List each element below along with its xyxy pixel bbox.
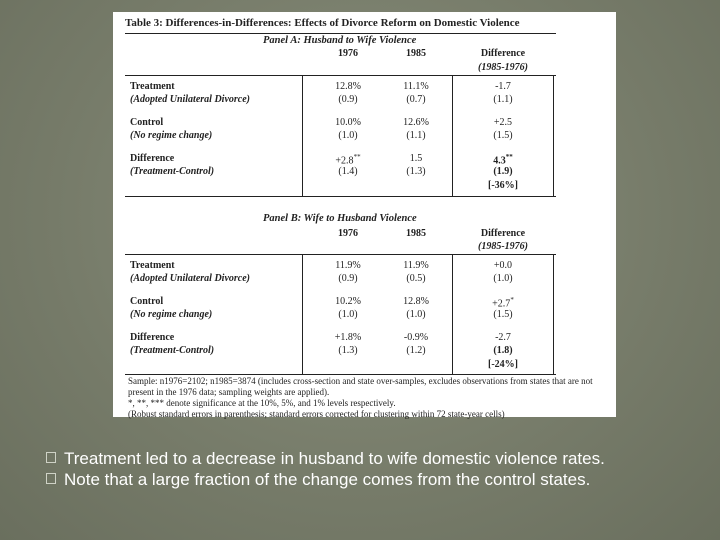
cell-se: (0.9): [338, 273, 358, 284]
panel-b-divider-2: [452, 254, 453, 374]
table-rule: [125, 33, 556, 34]
panel-a-bottom-rule: [125, 196, 556, 197]
notes-sample: Sample: n1976=2102; n1985=3874 (includes cross-section and state over-samples, excludes observations from states that are not: [128, 376, 593, 386]
cell-diff-se: (1.8): [493, 345, 513, 356]
table-title: Table 3: Differences-in-Differences: Effects of Divorce Reform on Domestic Violence: [125, 17, 520, 29]
cell-value: -0.9%: [403, 332, 429, 343]
cell-se: (1.1): [406, 130, 426, 141]
cell-se: (1.3): [338, 345, 358, 356]
cell-se: (1.0): [338, 130, 358, 141]
panel-a-header-rule: [125, 75, 556, 76]
cell-diff-pct: [-36%]: [488, 180, 518, 191]
notes-sample-cont: present in the 1976 data; sampling weights are applied).: [128, 386, 330, 397]
value-text: 4.3: [493, 155, 506, 167]
cell-value: 10.0%: [335, 117, 361, 128]
cell-diff: +0.0: [493, 260, 513, 271]
row-label: Control: [130, 296, 164, 307]
cell-se: (0.9): [338, 94, 358, 105]
bullet-text: Treatment led to a decrease in husband to wife domestic violence rates.: [64, 449, 605, 468]
panel-a-col-1976: 1976: [338, 48, 358, 59]
cell-diff-se: (1.5): [493, 130, 513, 141]
bullet-marker-icon: [46, 452, 56, 463]
cell-value: [313, 153, 383, 167]
cell-value: 11.9%: [403, 260, 429, 271]
panel-b-divider-1: [302, 254, 303, 374]
row-label: Difference: [130, 332, 175, 343]
cell-value: 11.1%: [403, 81, 429, 92]
value-text: +2.7: [492, 298, 511, 310]
panel-b-col-diff: Difference: [480, 228, 526, 239]
panel-b-col-1985: 1985: [406, 228, 426, 239]
notes-significance: denote significance at the 10%, 5%, and 1% levels respectively.: [166, 397, 396, 408]
cell-se: (1.0): [406, 309, 426, 320]
cell-se: (1.3): [406, 166, 426, 177]
panel-b-divider-3: [553, 254, 554, 374]
cell-diff-pct: [-24%]: [488, 359, 518, 370]
row-label: Control: [130, 117, 164, 128]
cell-diff: -2.7: [495, 332, 511, 343]
panel-a-divider-1: [302, 75, 303, 196]
bullet-list: [64, 448, 684, 490]
table-notes: [128, 376, 593, 420]
panel-a-col-1985: 1985: [406, 48, 426, 59]
cell-value: +1.8%: [334, 332, 362, 343]
cell-value: 10.2%: [335, 296, 361, 307]
panel-a-divider-2: [452, 75, 453, 196]
row-sublabel: (Treatment-Control): [130, 166, 215, 177]
cell-se: (0.7): [406, 94, 426, 105]
cell-se: (1.0): [338, 309, 358, 320]
notes-robust: (Robust standard errors in parenthesis; standard errors corrected for clustering within 72 state-year cells): [128, 408, 505, 419]
significance-mark: **: [505, 153, 513, 161]
cell-value: 11.9%: [335, 260, 361, 271]
bullet-text: Note that a large fraction of the change comes from the control states.: [64, 470, 591, 489]
row-sublabel: (Treatment-Control): [130, 345, 215, 356]
cell-se: (0.5): [406, 273, 426, 284]
bullet-marker-icon: [46, 473, 56, 484]
row-label: Treatment: [130, 260, 175, 271]
cell-value: 1.5: [409, 153, 423, 164]
value-text: +2.8: [335, 155, 354, 167]
cell-diff-se: (1.5): [493, 309, 513, 320]
cell-value: 12.8%: [403, 296, 429, 307]
cell-value: 12.6%: [403, 117, 429, 128]
notes-significance-line: [128, 398, 593, 409]
bullet-item: [64, 448, 684, 469]
bullet-item: [64, 469, 684, 490]
cell-diff: [463, 296, 543, 310]
significance-mark: *: [510, 296, 514, 304]
panel-a-col-diff: Difference: [480, 48, 526, 59]
panel-b-col-1976: 1976: [338, 228, 358, 239]
row-label: Treatment: [130, 81, 175, 92]
cell-diff: [463, 153, 543, 167]
cell-diff: +2.5: [493, 117, 513, 128]
row-sublabel: (No regime change): [130, 130, 213, 141]
row-sublabel: (Adopted Unilateral Divorce): [130, 273, 250, 284]
cell-diff-se: (1.1): [493, 94, 513, 105]
cell-diff-se: (1.9): [493, 166, 513, 177]
cell-se: (1.2): [406, 345, 426, 356]
cell-diff: -1.7: [495, 81, 511, 92]
panel-a-col-diff-sub: (1985-1976): [478, 62, 528, 73]
notes-sig-marks: *, **, ***: [128, 397, 164, 408]
row-sublabel: (No regime change): [130, 309, 213, 320]
row-label: Difference: [130, 153, 175, 164]
panel-b-bottom-rule: [125, 374, 556, 375]
panel-a-title: Panel A: Husband to Wife Violence: [263, 35, 417, 46]
cell-se: (1.4): [338, 166, 358, 177]
panel-b-col-diff-sub: (1985-1976): [478, 241, 528, 252]
panel-a-divider-3: [553, 75, 554, 196]
cell-diff-se: (1.0): [493, 273, 513, 284]
panel-b-title: Panel B: Wife to Husband Violence: [263, 213, 417, 224]
panel-b-header-rule: [125, 254, 556, 255]
results-table: [113, 12, 616, 417]
significance-mark: **: [353, 153, 361, 161]
row-sublabel: (Adopted Unilateral Divorce): [130, 94, 250, 105]
cell-value: 12.8%: [335, 81, 361, 92]
